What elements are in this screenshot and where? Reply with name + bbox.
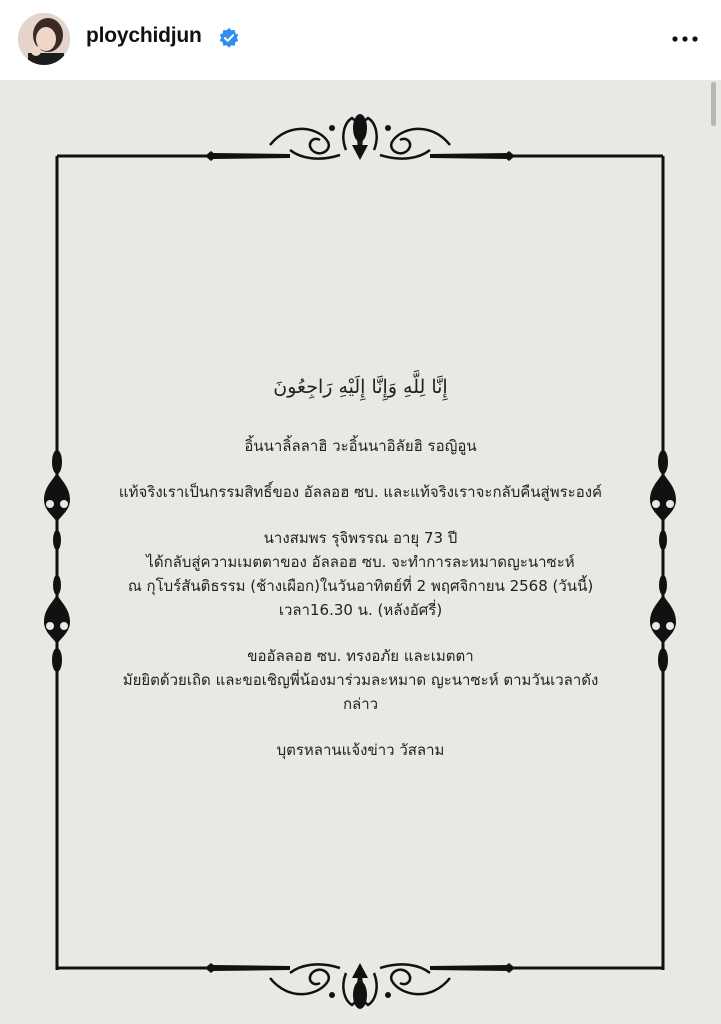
prayer-line: มัยยิตด้วยเถิด และขอเชิญพี่น้องมาร่วมละหมาด ญะนาซะห์ ตามวันเวลาดัง — [122, 671, 599, 689]
post-header — [0, 0, 721, 80]
more-options-icon[interactable] — [668, 27, 702, 51]
transliteration: อิ้นนาลิ้ลลาฮิ วะอิ้นนาอิลัยฮิ รอญิอูน — [244, 437, 477, 455]
announcement-line: ณ กุโบร์สันติธรรม (ช้างเผือก)ในวันอาทิตย์ที่ 2 พฤศจิกายน 2568 (วันนี้) — [127, 577, 594, 595]
announcement-block — [100, 526, 621, 622]
scrollbar[interactable] — [711, 82, 716, 126]
prayer-block — [100, 644, 621, 716]
announcement-line: นางสมพร รุจิพรรณ อายุ 73 ปี — [263, 529, 458, 547]
username[interactable]: ploychidjun — [86, 24, 202, 47]
verified-badge-icon — [218, 27, 240, 49]
announcement-line: ได้กลับสู่ความเมตตาของ อัลลอฮ ซบ. จะทำการละหมาดญะนาซะห์ — [146, 553, 575, 571]
meaning-line: แท้จริงเราเป็นกรรมสิทธิ์ของ อัลลอฮ ซบ. และแท้จริงเราจะกลับคืนสู่พระองค์ — [118, 483, 603, 501]
arabic-verse: إِنَّا لِلَّهِ وَإِنَّا إِلَيْهِ رَاجِعُونَ — [273, 376, 448, 398]
prayer-line: ขออัลลอฮ ซบ. ทรงอภัย และเมตตา — [247, 647, 474, 665]
avatar[interactable] — [18, 13, 70, 65]
announcement-line: เวลา16.30 น. (หลังอัศรี่) — [278, 601, 443, 619]
announcement-content — [100, 370, 621, 762]
prayer-line: กล่าว — [342, 695, 379, 713]
signature: บุตรหลานแจ้งข่าว วัสลาม — [276, 741, 445, 759]
